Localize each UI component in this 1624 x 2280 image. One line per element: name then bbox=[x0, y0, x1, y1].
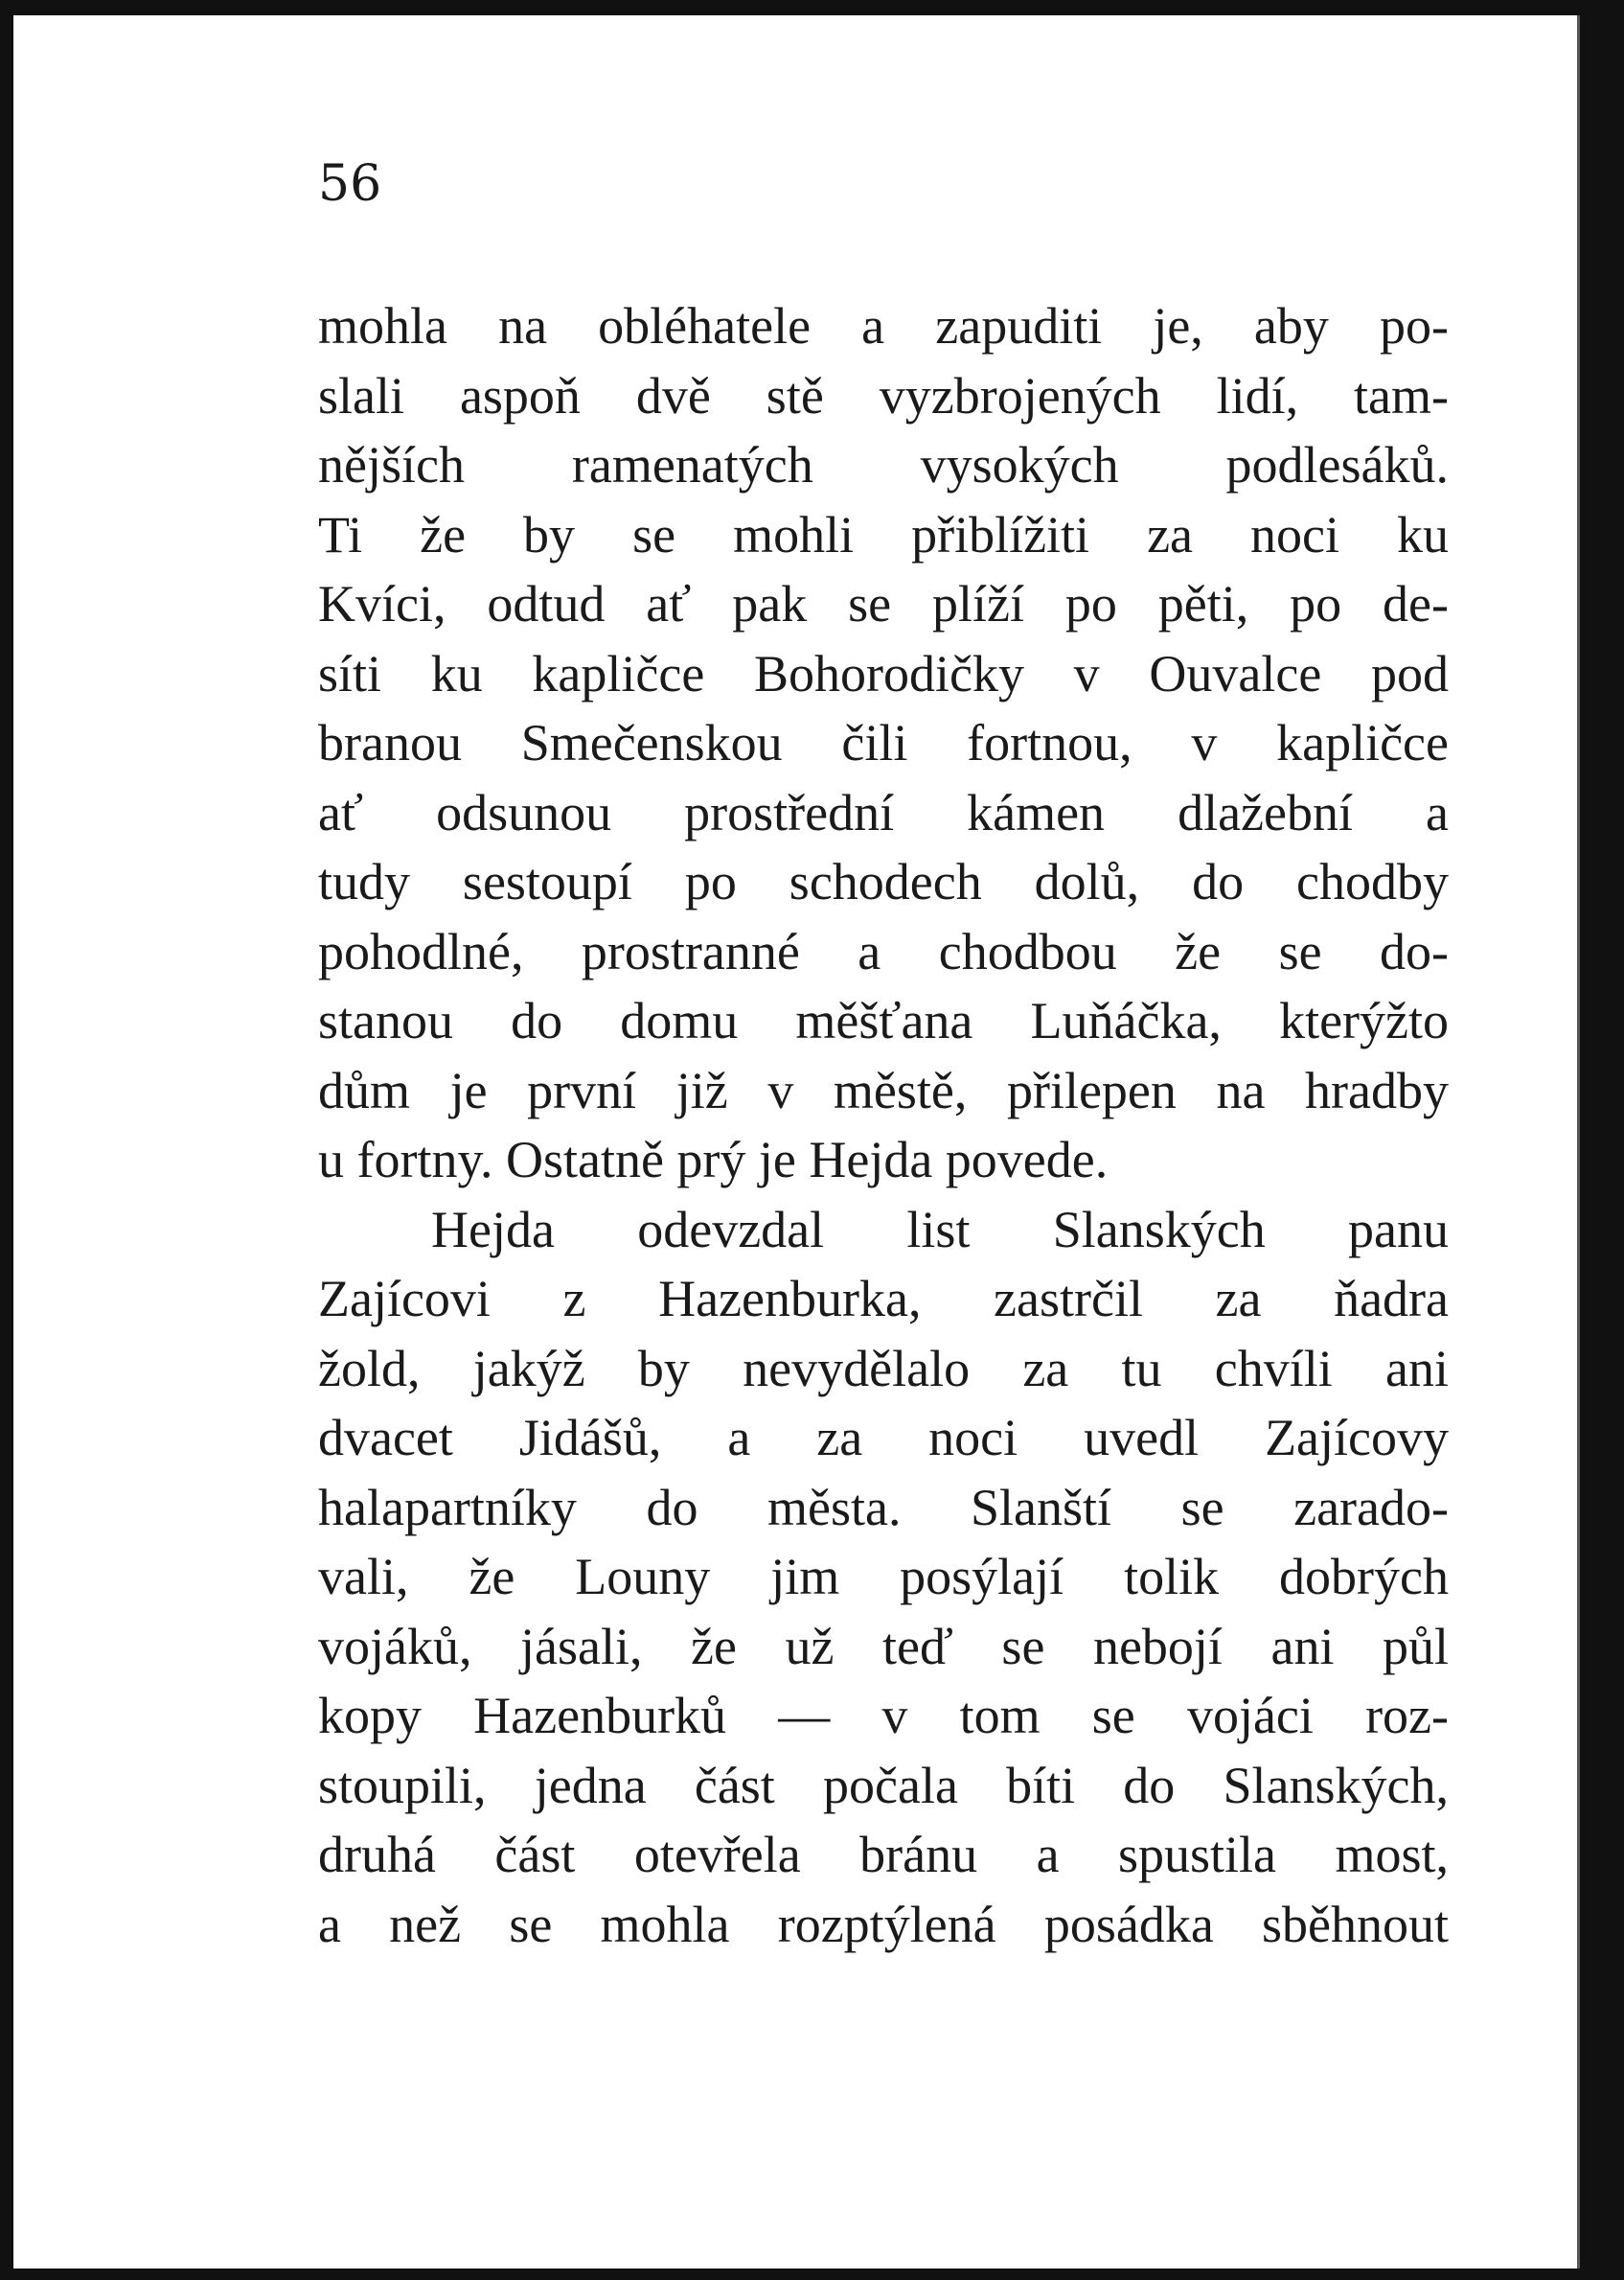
scan-border-left bbox=[0, 0, 13, 2280]
text-line: a než se mohla rozptýlená posádka sběhnout bbox=[318, 1895, 1449, 1953]
text-line: Hejda odevzdal list Slanských panu bbox=[431, 1200, 1449, 1258]
scan-border-right bbox=[1580, 0, 1624, 2280]
scan-border-top bbox=[0, 0, 1624, 15]
text-line: u fortny. Ostatně prý je Hejda povede. bbox=[318, 1131, 1109, 1188]
text-line: halapartníky do města. Slanští se zarado- bbox=[318, 1478, 1449, 1536]
text-line: Kvíci, odtud ať pak se plíží po pěti, po de- bbox=[318, 575, 1449, 633]
text-line: Zajícovi z Hazenburka, zastrčil za ňadra bbox=[318, 1270, 1449, 1327]
text-line: branou Smečenskou čili fortnou, v kapličce bbox=[318, 714, 1449, 772]
text-line: vojáků, jásali, že už teď se nebojí ani půl bbox=[318, 1617, 1449, 1675]
page-number: 56 bbox=[318, 155, 382, 213]
text-line: Ti že by se mohli přiblížiti za noci ku bbox=[318, 505, 1449, 564]
text-line: síti ku kapličce Bohorodičky v Ouvalce pod bbox=[318, 644, 1449, 702]
text-line: dvacet Jidášů, a za noci uvedl Zajícovy bbox=[318, 1409, 1449, 1466]
text-line: dům je první již v městě, přilepen na hradby bbox=[318, 1061, 1449, 1119]
text-line: druhá část otevřela bránu a spustila most, bbox=[318, 1826, 1449, 1883]
scan-border-bottom bbox=[0, 2268, 1624, 2280]
book-page bbox=[13, 15, 1580, 2268]
text-line: nějších ramenatých vysokých podlesáků. bbox=[318, 436, 1449, 494]
text-line: vali, že Louny jim posýlají tolik dobrých bbox=[318, 1548, 1449, 1605]
text-line: stoupili, jedna část počala bíti do Slanských, bbox=[318, 1756, 1449, 1814]
text-line: mohla na obléhatele a zapuditi je, aby po- bbox=[318, 297, 1449, 355]
text-line: stanou do domu měšťana Luňáčka, kterýžto bbox=[318, 992, 1449, 1049]
text-line: žold, jakýž by nevydělalo za tu chvíli ani bbox=[318, 1339, 1449, 1397]
body-text bbox=[318, 291, 1449, 1959]
text-line: ať odsunou prostřední kámen dlažební a bbox=[318, 783, 1449, 841]
text-line: slali aspoň dvě stě vyzbrojených lidí, tam- bbox=[318, 366, 1449, 425]
text-line: pohodlné, prostranné a chodbou že se do- bbox=[318, 922, 1449, 980]
text-line: kopy Hazenburků — v tom se vojáci roz- bbox=[318, 1687, 1449, 1744]
text-line: tudy sestoupí po schodech dolů, do chodby bbox=[318, 853, 1449, 910]
